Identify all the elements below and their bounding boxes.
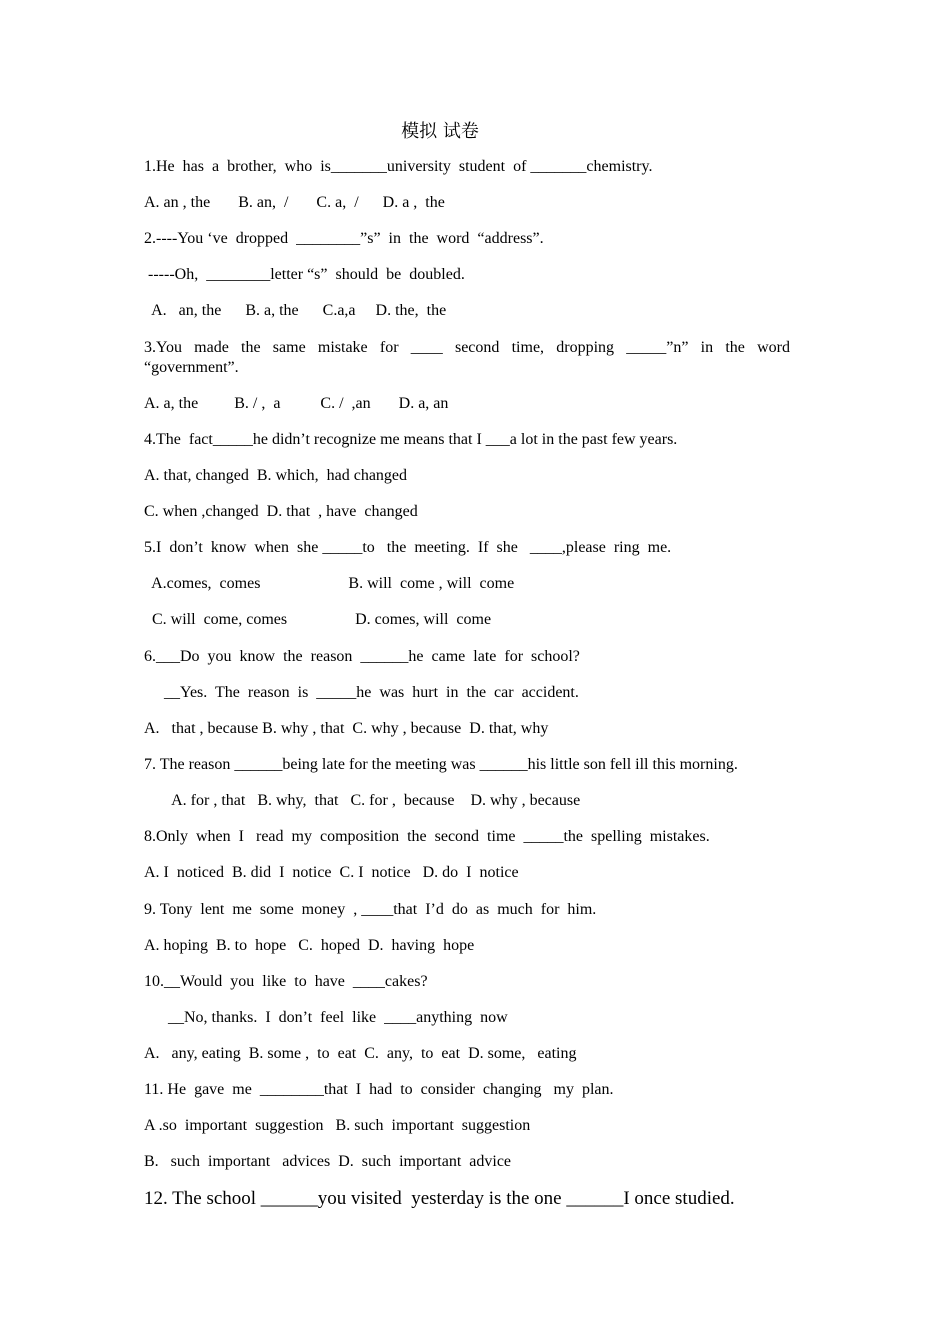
question-5-options-a: A.comes, comes B. will come , will come: [144, 575, 515, 592]
question-4-options-b: C. when ,changed D. that , have changed: [144, 503, 418, 520]
question-1: 1.He has a brother, who is_______university student of _______chemistry.: [144, 158, 653, 175]
question-4: 4.The fact_____he didn’t recognize me means that I ___a lot in the past few years.: [144, 431, 678, 448]
question-12: 12. The school ______you visited yesterday is the one ______I once studied.: [144, 1188, 735, 1209]
question-11: 11. He gave me ________that I had to consider changing my plan.: [144, 1081, 614, 1098]
question-10-reply: __No, thanks. I don’t feel like ____anything now: [144, 1009, 508, 1026]
question-4-options-a: A. that, changed B. which, had changed: [144, 467, 408, 484]
question-7-options: A. for , that B. why, that C. for , because D. why , because: [144, 792, 581, 809]
question-8-options: A. I noticed B. did I notice C. I notice D. do I notice: [144, 864, 519, 881]
question-3: 3.You made the same mistake for ____ second time, dropping _____”n” in the word “government”.: [144, 339, 790, 376]
question-3-options: A. a, the B. / , a C. / ,an D. a, an: [144, 395, 449, 412]
question-8: 8.Only when I read my composition the second time _____the spelling mistakes.: [144, 828, 710, 845]
page-title: 模拟 试卷: [401, 121, 479, 142]
question-2-options: A. an, the B. a, the C.a,a D. the, the: [144, 302, 447, 319]
question-11-options-b: B. such important advices D. such important advice: [144, 1153, 512, 1170]
question-10-options: A. any, eating B. some , to eat C. any, to eat D. some, eating: [144, 1045, 577, 1062]
question-6: 6.___Do you know the reason ______he came late for school?: [144, 648, 580, 665]
question-9: 9. Tony lent me some money , ____that I’d do as much for him.: [144, 901, 597, 918]
question-2: 2.----You ‘ve dropped ________”s” in the word “address”.: [144, 230, 544, 247]
question-9-options: A. hoping B. to hope C. hoped D. having hope: [144, 937, 475, 954]
question-11-options-a: A .so important suggestion B. such important suggestion: [144, 1117, 531, 1134]
question-5-options-b: C. will come, comes D. comes, will come: [144, 611, 492, 628]
question-2-reply: -----Oh, ________letter “s” should be doubled.: [144, 266, 465, 283]
question-6-reply: __Yes. The reason is _____he was hurt in the car accident.: [144, 684, 579, 701]
question-5: 5.I don’t know when she _____to the meeting. If she ____,please ring me.: [144, 539, 672, 556]
question-7: 7. The reason ______being late for the meeting was ______his little son fell ill this morning.: [144, 756, 738, 773]
question-6-options: A. that , because B. why , that C. why , because D. that, why: [144, 720, 549, 737]
question-1-options: A. an , the B. an, / C. a, / D. a , the: [144, 194, 445, 211]
question-10: 10.__Would you like to have ____cakes?: [144, 973, 428, 990]
